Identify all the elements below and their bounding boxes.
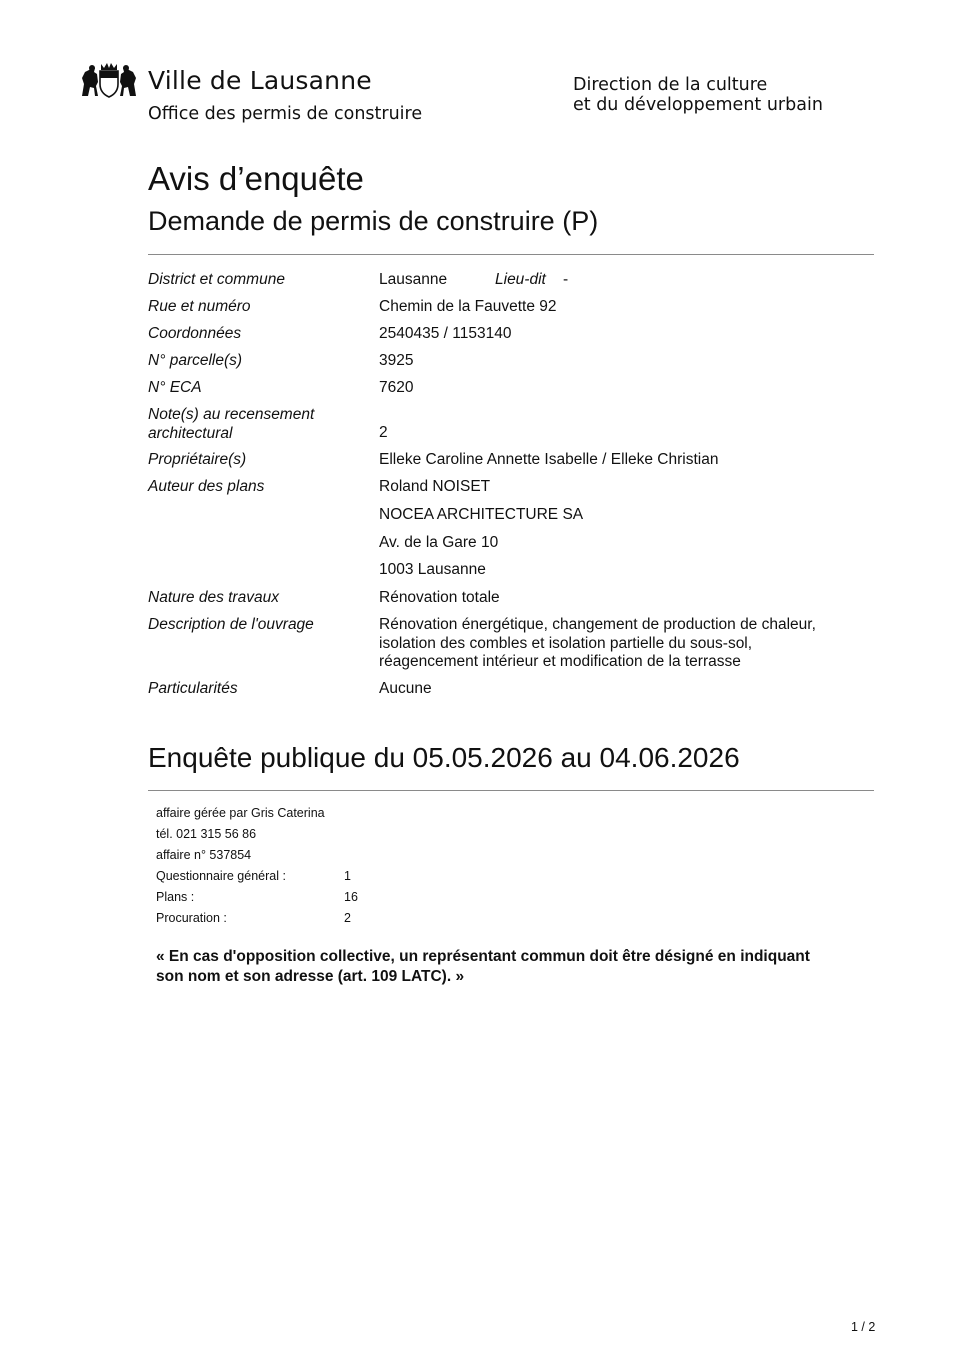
description-line: réagencement intérieur et modification de la terrasse xyxy=(379,653,741,670)
works-label: Nature des travaux xyxy=(148,589,279,606)
office-name: Office des permis de construire xyxy=(148,104,423,124)
page-subtitle: Demande de permis de construire (P) xyxy=(148,206,599,236)
author-street: Av. de la Gare 10 xyxy=(379,534,499,551)
works-value: Rénovation totale xyxy=(379,589,500,606)
questionnaire-value: 1 xyxy=(344,869,351,883)
lieu-dit-value: - xyxy=(563,271,569,288)
description-value xyxy=(379,616,816,672)
author-name: Roland NOISET xyxy=(379,478,491,495)
divider xyxy=(148,254,874,255)
street-value: Chemin de la Fauvette 92 xyxy=(379,298,557,315)
description-line: Rénovation énergétique, changement de production de chaleur, xyxy=(379,616,816,633)
notes-label-line: Note(s) au recensement xyxy=(148,406,315,423)
department-line: et du développement urbain xyxy=(573,94,823,115)
author-company: NOCEA ARCHITECTURE SA xyxy=(379,506,584,523)
plans-label: Plans : xyxy=(156,890,195,904)
divider xyxy=(148,790,874,791)
department xyxy=(573,76,823,115)
notice-line: « En cas d'opposition collective, un représentant commun doit être désigné en indiquant xyxy=(156,948,810,965)
managed-by: affaire gérée par Gris Caterina xyxy=(156,806,325,820)
department-line: Direction de la culture xyxy=(573,75,768,95)
particular-value: Aucune xyxy=(379,680,432,697)
coords-value: 2540435 / 1153140 xyxy=(379,325,512,342)
owners-value: Elleke Caroline Annette Isabelle / Elleke Christian xyxy=(379,451,719,468)
lieu-dit-label: Lieu-dit xyxy=(495,271,546,288)
district-value: Lausanne xyxy=(379,271,448,288)
owners-label: Propriétaire(s) xyxy=(148,451,247,468)
author-label: Auteur des plans xyxy=(148,478,265,495)
author-city: 1003 Lausanne xyxy=(379,561,486,578)
lausanne-coat-of-arms-icon xyxy=(80,62,138,98)
collective-opposition-notice xyxy=(156,947,876,986)
eca-value: 7620 xyxy=(379,379,414,396)
notice-line: son nom et son adresse (art. 109 LATC). » xyxy=(156,967,465,985)
org-name: Ville de Lausanne xyxy=(148,66,372,95)
case-number: affaire n° 537854 xyxy=(156,848,252,862)
page-indicator: 1 / 2 xyxy=(851,1320,876,1334)
notes-label xyxy=(148,406,314,443)
street-label: Rue et numéro xyxy=(148,298,251,315)
notes-value: 2 xyxy=(379,424,388,441)
notes-label-line: architectural xyxy=(148,424,233,442)
inquiry-title: Enquête publique du 05.05.2026 au 04.06.2026 xyxy=(148,742,740,773)
questionnaire-label: Questionnaire général : xyxy=(156,869,286,883)
page-title: Avis d’enquête xyxy=(148,160,364,197)
eca-label: N° ECA xyxy=(148,379,202,396)
description-line: isolation des combles et isolation partielle du sous-sol, xyxy=(379,634,753,652)
procuration-label: Procuration : xyxy=(156,911,227,925)
description-label: Description de l'ouvrage xyxy=(148,616,314,633)
district-label: District et commune xyxy=(148,271,285,288)
parcel-value: 3925 xyxy=(379,352,414,369)
parcel-label: N° parcelle(s) xyxy=(148,352,243,369)
procuration-value: 2 xyxy=(344,911,351,925)
coords-label: Coordonnées xyxy=(148,325,242,342)
particular-label: Particularités xyxy=(148,680,238,697)
plans-value: 16 xyxy=(344,890,358,904)
phone: tél. 021 315 56 86 xyxy=(156,827,257,841)
